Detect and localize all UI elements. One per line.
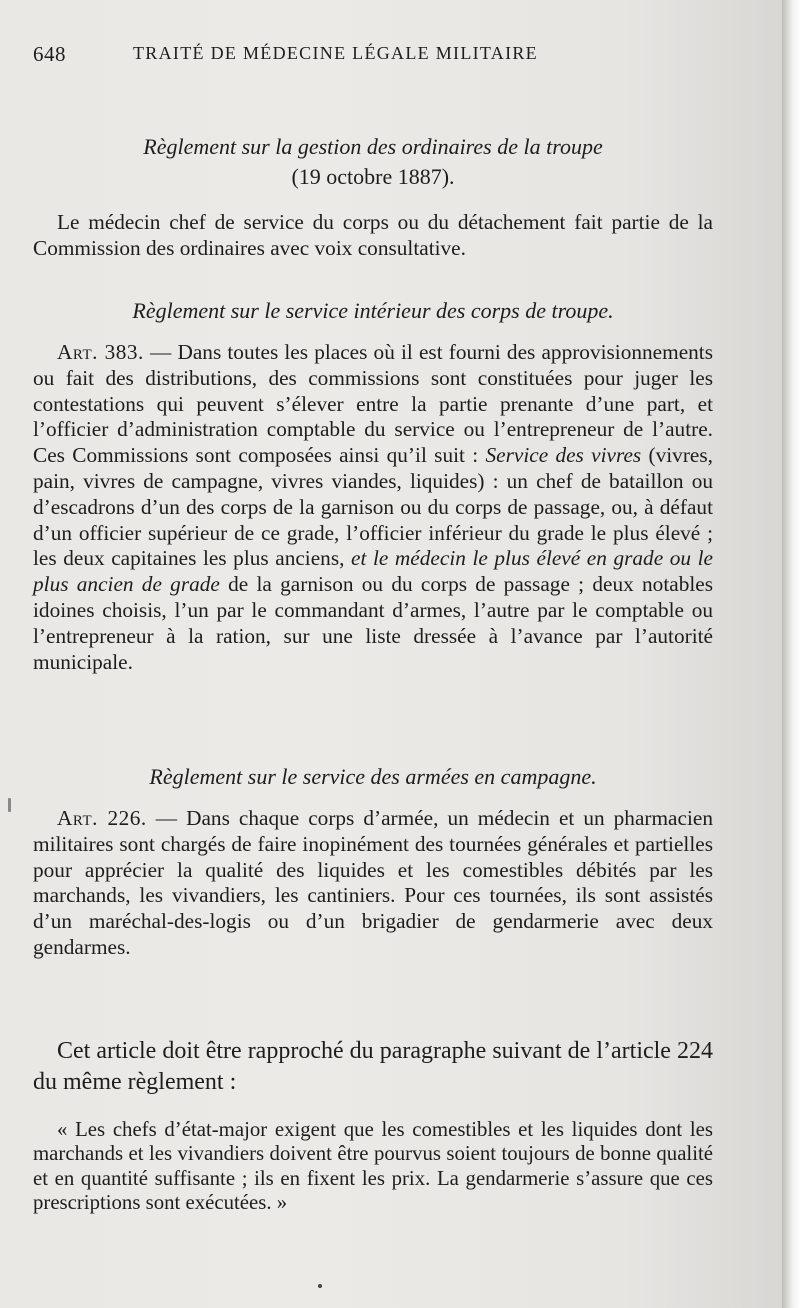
italic-text: et le médecin le plus élevé en grade ou le plus ancien de grade	[33, 546, 713, 597]
article-383-paragraph: Art. 383. — Dans toutes les places où il est fourni des approvisionnements ou fait des distributions, des commissions sont constituées pour juger les contestations qui peuvent s’élever entre la partie prenante d’une part, et l’officier d’administration comptable du service ou l’entrepreneur de l’autre. Ces Commissions sont composées ainsi qu’il suit : Service des vivres (vivres, pain, vivres de campagne, vivres viandes, liquides) : un chef de bataillon ou d’escadrons d’un des corps de la garnison ou du corps de passage, ou, à défaut d’un officier supérieur de ce grade, l’officier inférieur du grade le plus élevé ; les deux capitaines les plus anciens, et le médecin le plus élevé en grade ou le plus ancien de grade de la garnison ou du corps de passage ; deux notables idoines choisis, l’un par le commandant d’armes, l’autre par le comptable ou l’entrepreneur à la ration, sur une liste dressée à l’avance par l’autorité municipale.	[33, 340, 713, 674]
section-commentary	[33, 1036, 713, 1216]
section-service-interieur	[33, 296, 713, 675]
heading-title: Règlement sur la gestion des ordinaires de la troupe	[143, 134, 603, 159]
heading-date: (19 octobre 1887).	[291, 164, 455, 189]
section-heading	[33, 132, 713, 192]
quoted-paragraph: « Les chefs d’état-major exigent que les comestibles et les liquides dont les marchands et les vivandiers doivent être pourvus soient toujours de bonne qualité et en quantité suffisante ; ils en fixent les prix. La gendarmerie s’assure que ces prescriptions sont exécutées. »	[33, 1118, 713, 1215]
italic-text: Service des vivres	[485, 443, 642, 468]
running-title: TRAITÉ DE MÉDECINE LÉGALE MILITAIRE	[133, 43, 538, 63]
section-heading: Règlement sur le service des armées en campagne.	[149, 764, 597, 789]
section-heading: Règlement sur le service intérieur des corps de troupe.	[132, 298, 614, 323]
paragraph: Le médecin chef de service du corps ou du détachement fait partie de la Commission des ordinaires avec voix consultative.	[33, 210, 713, 260]
section-armees-campagne	[33, 762, 713, 961]
article-226-paragraph: Art. 226. — Dans chaque corps d’armée, un médecin et un pharmacien militaires sont chargés de faire inopinément des tournées générales et partielles pour apprécier la qualité des liquides et les comestibles débités par les marchands, les vivandiers, les cantiniers. Pour ces tournées, ils sont assistés d’un maréchal-des-logis ou d’un brigadier de gendarmerie avec deux gendarmes.	[33, 806, 713, 959]
print-speck	[8, 798, 11, 812]
running-head	[33, 42, 733, 72]
article-label: Art. 383.	[57, 340, 144, 364]
print-speck	[318, 1284, 322, 1288]
page-number: 648	[33, 42, 66, 66]
page-edge	[782, 0, 800, 1308]
commentary-paragraph: Cet article doit être rapproché du paragraphe suivant de l’article 224 du même règlement :	[33, 1038, 713, 1095]
section-ordinaires	[33, 132, 713, 262]
article-label: Art. 226.	[57, 806, 147, 830]
